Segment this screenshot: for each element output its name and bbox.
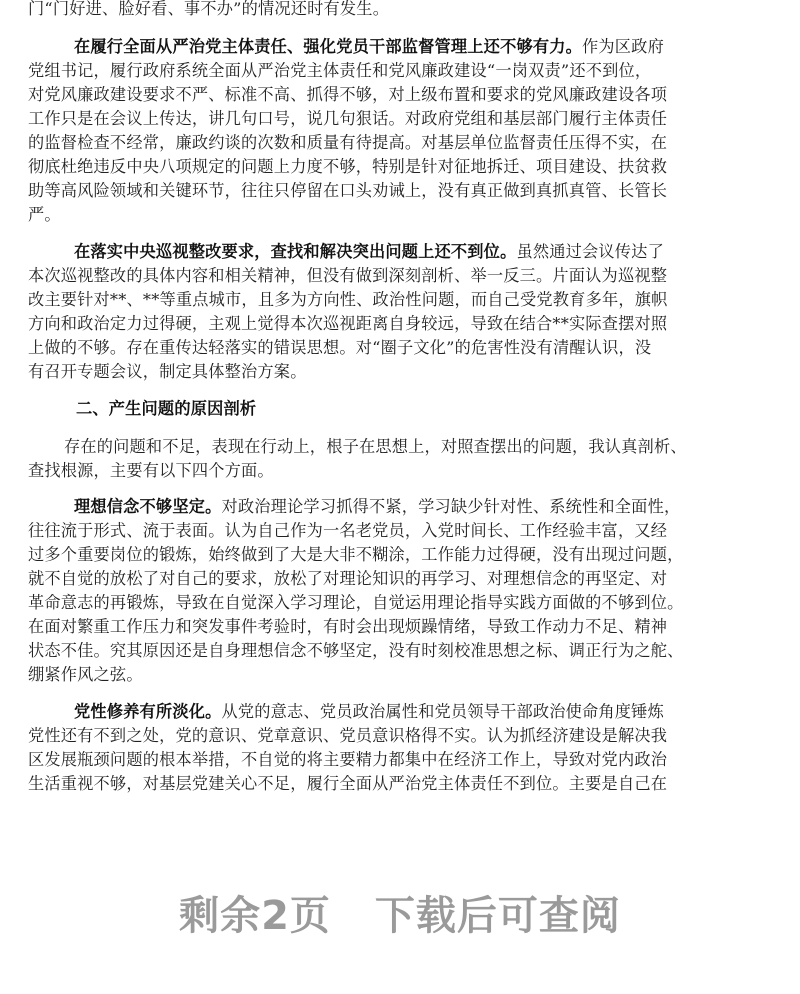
body-line: 生活重视不够，对基层党建关心不足，履行全面从严治党主体责任不到位。主要是自己在 bbox=[28, 774, 668, 793]
bold-lead: 党性修养有所淡化。 bbox=[74, 702, 222, 721]
body-line: 革命意志的再锻炼，导致在自觉深入学习理论，自觉运用理论指导实践方面做的不够到位。 bbox=[28, 593, 684, 612]
body-line: 过多个重要岗位的锻炼，始终做到了大是大非不糊涂，工作能力过得硬，没有出现过问题， bbox=[28, 545, 684, 564]
body-line: 往往流于形式、流于表面。认为自己作为一名老党员，入党时间长、工作经验丰富，又经 bbox=[28, 521, 668, 540]
body-line: 严。 bbox=[28, 205, 61, 224]
download-to-read-text: 下载后可查阅 bbox=[374, 893, 621, 939]
remaining-pages-banner bbox=[0, 886, 800, 946]
body-line: 本次巡视整改的具体内容和相关精神，但没有做到深刻剖析、举一反三。片面认为巡视整 bbox=[28, 266, 668, 285]
body-line: 在履行全面从严治党主体责任、强化党员干部监督管理上还不够有力。作为区政府 bbox=[74, 37, 664, 56]
body-line: 助等高风险领域和关键环节，往往只停留在口头劝诫上，没有真正做到真抓真管、长管长 bbox=[28, 181, 668, 200]
section-heading: 二、产生问题的原因剖析 bbox=[76, 399, 257, 418]
body-line: 党组书记，履行政府系统全面从严治党主体责任和党风廉政建设“一岗双责”还不到位， bbox=[28, 61, 652, 80]
body-line: 的监督检查不经常，廉政约谈的次数和质量有待提高。对基层单位监督责任压得不实，在 bbox=[28, 133, 668, 152]
body-line: 理想信念不够坚定。对政治理论学习抓得不紧，学习缺少针对性、系统性和全面性， bbox=[74, 497, 681, 516]
body-line: 上做的不够。存在重传达轻落实的错误思想。对“圈子文化”的危害性没有清醒认识，没 bbox=[28, 338, 652, 357]
body-line: 查找根源，主要有以下四个方面。 bbox=[28, 461, 274, 480]
body-line: 在落实中央巡视整改要求，查找和解决突出问题上还不到位。虽然通过会议传达了 bbox=[74, 242, 664, 261]
body-line: 在面对繁重工作压力和突发事件考验时，有时会出现烦躁情绪，导致工作动力不足、精神 bbox=[28, 617, 668, 636]
body-line: 存在的问题和不足，表现在行动上，根子在思想上，对照查摆出的问题，我认真剖析、 bbox=[64, 437, 687, 456]
body-line: 有召开专题会议，制定具体整治方案。 bbox=[28, 362, 307, 381]
bold-lead: 在落实中央巡视整改要求，查找和解决突出问题上还不到位。 bbox=[74, 242, 517, 261]
bold-lead: 理想信念不够坚定。 bbox=[74, 497, 222, 516]
body-line: 就不自觉的放松了对自己的要求，放松了对理论知识的再学习、对理想信念的再坚定、对 bbox=[28, 569, 668, 588]
body-line: 状态不佳。究其原因还是自身理想信念不够坚定，没有时刻校准思想之标、调正行为之舵、 bbox=[28, 641, 684, 660]
body-line: 方向和政治定力过得硬，主观上觉得本次巡视距离自身较远，导致在结合**实际查摆对照 bbox=[28, 314, 668, 333]
remaining-pages-text: 剩余2页 bbox=[179, 893, 331, 939]
body-line: 区发展瓶颈问题的根本举措，不自觉的将主要精力都集中在经济工作上，导致对党内政治 bbox=[28, 750, 668, 769]
body-line: 彻底杜绝违反中央八项规定的问题上力度不够，特别是针对征地拆迁、项目建设、扶贫救 bbox=[28, 157, 668, 176]
body-line: 党性还有不到之处，党的意识、党章意识、党员意识格得不实。认为抓经济建设是解决我 bbox=[28, 726, 668, 745]
body-line: 工作只是在会议上传达，讲几句口号，说几句狠话。对政府党组和基层部门履行主体责任 bbox=[28, 109, 668, 128]
body-line: 改主要针对**、**等重点城市，且多为方向性、政治性问题，而自己受党教育多年，旗帜 bbox=[28, 290, 668, 309]
body-line: 党性修养有所淡化。从党的意志、党员政治属性和党员领导干部政治使命角度锤炼 bbox=[74, 702, 664, 721]
body-line: 对党风廉政建设要求不严、标准不高、抓得不够，对上级布置和要求的党风廉政建设各项 bbox=[28, 85, 668, 104]
bold-lead: 在履行全面从严治党主体责任、强化党员干部监督管理上还不够有力。 bbox=[74, 37, 583, 56]
body-line: 门“门好进、脸好看、事不办”的情况还时有发生。 bbox=[28, 0, 390, 18]
body-line: 绷紧作风之弦。 bbox=[28, 665, 143, 684]
